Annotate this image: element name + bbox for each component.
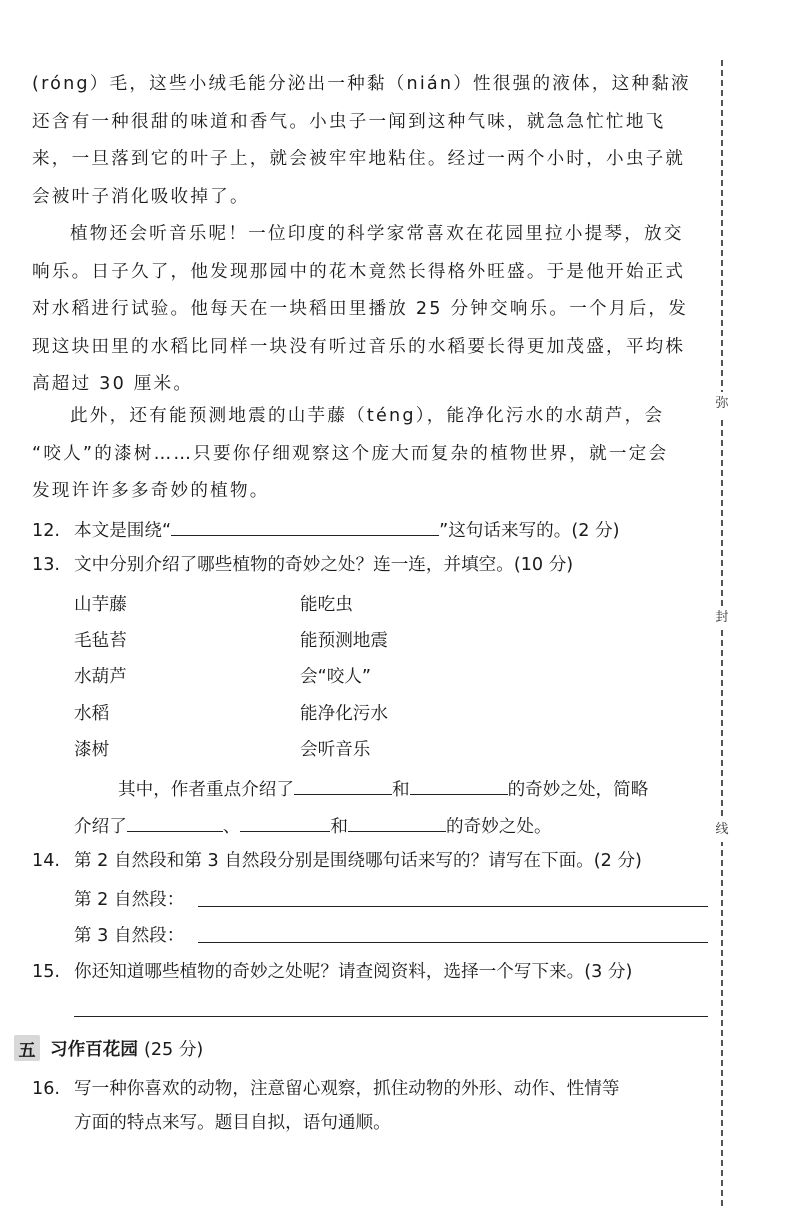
question-13-text: 文中分别介绍了哪些植物的奇妙之处？连一连，并填空。(10 分)	[74, 555, 574, 575]
question-number: 14.	[32, 851, 60, 871]
q13-fill-line-1	[118, 774, 718, 803]
q13-blank-1[interactable]	[294, 774, 392, 795]
q14-answer-line-para3[interactable]	[198, 942, 708, 943]
q14-label-para2: 第 2 自然段：	[74, 890, 185, 910]
passage-line: 此外，还有能预测地震的山芋藤（téng），能净化污水的水葫芦，会	[70, 406, 665, 426]
match-left-item[interactable]: 山芋藤	[74, 595, 127, 615]
question-number: 12.	[32, 521, 60, 541]
question-number: 16.	[32, 1079, 60, 1099]
passage-line: 还含有一种很甜的味道和香气。小虫子一闻到这种气味，就急急忙忙地飞	[32, 111, 666, 132]
question-12	[32, 515, 712, 544]
q13-fill-text: 和	[391, 780, 410, 800]
q13-blank-2[interactable]	[410, 774, 508, 795]
passage-line: 响乐。日子久了，他发现那园中的花木竟然长得格外旺盛。于是他开始正式	[32, 261, 686, 282]
q14-label-para3: 第 3 自然段：	[74, 926, 185, 946]
match-left-item[interactable]: 水稻	[74, 704, 110, 724]
match-right-item[interactable]: 会“咬人”	[300, 667, 372, 687]
q13-fill-line-2	[74, 811, 714, 840]
section-badge: 五	[14, 1035, 40, 1061]
question-14-text: 第 2 自然段和第 3 自然段分别是围绕哪句话来写的？请写在下面。(2 分)	[74, 851, 642, 871]
passage-line: 来，一旦落到它的叶子上，就会被牢牢地粘住。经过一两个小时，小虫子就	[32, 149, 686, 170]
question-15	[32, 959, 712, 985]
margin-mark-mi: 弥	[713, 392, 731, 416]
q13-fill-text: 的奇妙之处。	[446, 817, 552, 837]
passage-line: 发现许许多多奇妙的植物。	[32, 481, 270, 502]
passage-line: “咬人”的漆树……只要你仔细观察这个庞大而复杂的植物世界，就一定会	[32, 443, 669, 464]
match-left-item[interactable]: 毛毡苔	[74, 631, 127, 651]
question-12-prefix: 本文是围绕“	[74, 521, 172, 541]
q15-answer-line[interactable]	[74, 1016, 708, 1017]
passage-paragraph-1	[32, 66, 712, 216]
question-16-line-1: 写一种你喜欢的动物，注意留心观察，抓住动物的外形、动作、性情等	[74, 1079, 620, 1099]
match-left-item[interactable]: 漆树	[74, 740, 110, 760]
passage-paragraph-3	[32, 398, 712, 511]
question-13	[32, 552, 712, 578]
passage-line: 会被叶子消化吸收掉了。	[32, 186, 250, 207]
question-14	[32, 848, 712, 874]
passage-paragraph-2	[32, 216, 712, 404]
section-5-header	[14, 1035, 203, 1061]
q13-blank-3[interactable]	[127, 811, 223, 832]
q13-fill-text: 介绍了	[74, 817, 127, 837]
passage-line: 植物还会听音乐呢！一位印度的科学家常喜欢在花园里拉小提琴，放交	[70, 224, 684, 244]
question-15-text: 你还知道哪些植物的奇妙之处呢？请查阅资料，选择一个写下来。(3 分)	[74, 962, 633, 982]
section-title: 习作百花园	[50, 1039, 138, 1060]
passage-line: 现这块田里的水稻比同样一块没有听过音乐的水稻要长得更加茂盛，平均株	[32, 336, 686, 357]
q13-blank-5[interactable]	[348, 811, 446, 832]
match-left-item[interactable]: 水葫芦	[74, 667, 127, 687]
match-right-item[interactable]: 能预测地震	[300, 631, 388, 651]
q13-fill-text: 其中，作者重点介绍了	[118, 780, 294, 800]
passage-line: 高超过 30 厘米。	[32, 374, 194, 395]
margin-mark-xian: 线	[713, 818, 731, 842]
margin-mark-feng: 封	[713, 606, 731, 630]
question-16	[32, 1072, 712, 1140]
question-number: 15.	[32, 962, 60, 982]
question-16-line-2: 方面的特点来写。题目自拟，语句通顺。	[74, 1113, 391, 1133]
passage-line: (róng）毛，这些小绒毛能分泌出一种黏（nián）性很强的液体，这种黏液	[32, 74, 691, 94]
question-number: 13.	[32, 555, 60, 575]
q13-fill-text: 和	[330, 817, 349, 837]
q13-fill-text: 的奇妙之处，简略	[507, 780, 649, 800]
passage-line: 对水稻进行试验。他每天在一块稻田里播放 25 分钟交响乐。一个月后，发	[32, 299, 688, 320]
section-score: (25 分)	[143, 1039, 204, 1060]
binding-cut-line	[721, 60, 723, 1206]
match-right-item[interactable]: 能净化污水	[300, 704, 388, 724]
q14-answer-line-para2[interactable]	[198, 906, 708, 907]
question-12-suffix: ”这句话来写的。(2 分)	[439, 521, 620, 541]
match-right-item[interactable]: 会听音乐	[300, 740, 371, 760]
q13-fill-text: 、	[222, 817, 241, 837]
q13-blank-4[interactable]	[240, 811, 330, 832]
q12-answer-blank[interactable]	[171, 515, 439, 536]
match-right-item[interactable]: 能吃虫	[300, 595, 353, 615]
